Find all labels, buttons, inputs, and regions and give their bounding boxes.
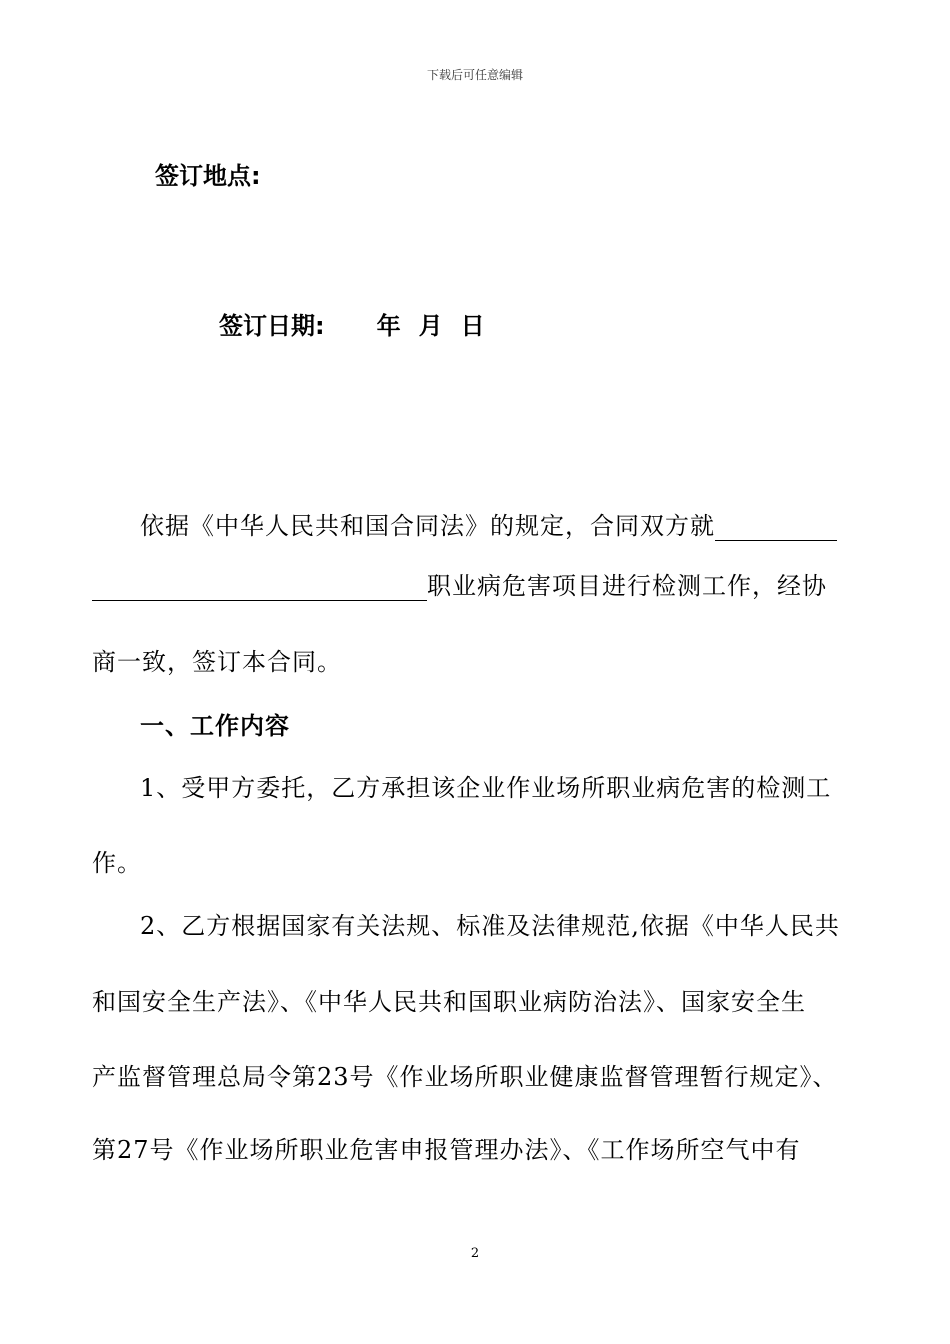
item2-line-2: 和国安全生产法》、《中华人民共和国职业病防治法》、国家安全生 <box>92 988 806 1016</box>
project-blank-2 <box>92 574 427 601</box>
date-day: 日 <box>460 312 485 340</box>
section-heading: 一、工作内容 <box>140 712 290 740</box>
page-number: 2 <box>470 1246 480 1261</box>
item2-line-4: 第27号《作业场所职业危害申报管理办法》、《工作场所空气中有 <box>92 1136 801 1164</box>
intro-line-3: 商一致，签订本合同。 <box>92 648 342 676</box>
header-note: 下载后可任意编辑 <box>426 68 523 82</box>
intro-line-1 <box>140 506 837 541</box>
intro-text-1: 依据《中华人民共和国合同法》的规定，合同双方就 <box>140 512 715 540</box>
item2-line-1: 2、乙方根据国家有关法规、标准及法律规范,依据《中华人民共 <box>140 912 840 940</box>
signing-place-label: 签订地点: <box>155 162 261 190</box>
item2-line-3: 产监督管理总局令第23号《作业场所职业健康监督管理暂行规定》、 <box>92 1063 838 1091</box>
date-month: 月 <box>418 312 443 340</box>
item1-line-2: 作。 <box>92 849 142 877</box>
intro-line-2 <box>92 566 827 601</box>
item1-line-1: 1、受甲方委托，乙方承担该企业作业场所职业病危害的检测工 <box>140 774 832 802</box>
intro-text-2: 职业病危害项目进行检测工作，经协 <box>427 572 827 600</box>
project-blank-1 <box>715 514 837 541</box>
signing-date-label: 签订日期: <box>219 312 325 340</box>
signing-date-row <box>219 306 485 341</box>
date-year: 年 <box>376 312 401 340</box>
